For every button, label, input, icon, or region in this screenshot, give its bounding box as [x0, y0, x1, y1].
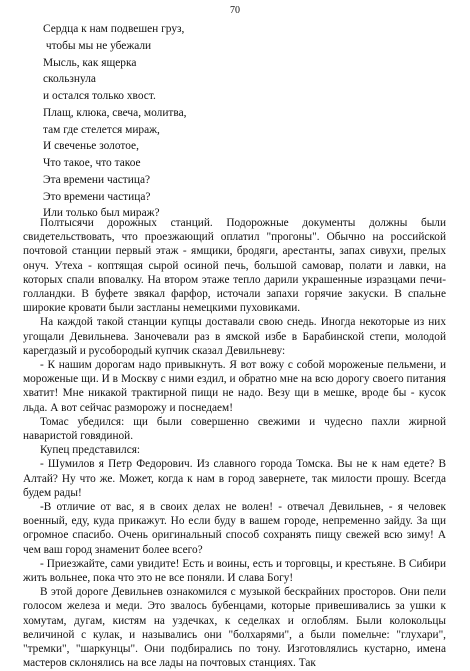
- paragraph: - Приезжайте, сами увидите! Есть и воины, есть и торговцы, и крестьяне. В Сибири жить вольнее, пока что это не все поняли. И слава Богу!: [23, 557, 446, 585]
- poem-line: Это времени частица?: [43, 190, 151, 203]
- paragraph: - Шумилов я Петр Федорович. Из славного города Томска. Вы не к нам едете? В Алтай? Ну что же. Может, когда к нам в город завернете, так милости прошу. Всегда будем рады!: [23, 458, 446, 499]
- paragraph: Томас убедился: щи были совершенно свежими и чудесно пахли жирной наваристой говядиной.: [23, 415, 446, 443]
- prose-body: [23, 216, 446, 671]
- page-number: 70: [230, 5, 240, 16]
- poem-line: Плащ, клюка, свеча, молитва,: [43, 106, 187, 119]
- poem-line: И свеченье золотое,: [43, 140, 139, 153]
- poem-line: чтобы мы не убежали: [43, 39, 152, 52]
- paragraph: На каждой такой станции купцы доставали свою снедь. Иногда некоторые из них угощали Девильнева. Заночевали раз в ямской избе в Барабинской степи, молодой карегдазый и русобородый купчик сказал Девильневу:: [23, 316, 446, 357]
- poem-line: там где стелется мираж,: [43, 123, 160, 136]
- paragraph: В этой дороге Девильнев ознакомился с музыкой бескрайних просторов. Они пели голосом железа и меди. Это звалось бубенцами, которые привешивались за ушки к хомутам, дугам, кистям на уздечках, к седелках и оглоблям. Были колокольцы величиной с кулак, и назывались они "болхарями", а были помельче: "глухари", "тремки", "шаркунцы". Они подбирались по тону. Изготовлялись кустарно, имена мастеров склонялись на все лады на почтовых станциях. Так: [23, 586, 446, 670]
- poem-line: Что такое, что такое: [43, 157, 141, 169]
- poem-line: Мысль, как ящерка: [43, 56, 137, 69]
- paragraph: Полтысячи дорожных станций. Подорожные документы должны были свидетельствовать, что проезжающий оплатил "прогоны". Обычно на российской почтовой станции первый этаж - ямщики, бродяги, арестанты, запах сивухи, прелых онуч. Утеха - коптящая сырой осиной печь, большой самовар, полати и лавки, на которых спали вповалку. На втором этаже тепло дарили украшенные изразцами печи-голландки. В буфете звякал фарфор, источали запахи горячие закуски. В спальне широкие кровати были застланы немецкими пуховиками.: [23, 217, 446, 315]
- poem-line: Эта времени частица?: [43, 173, 151, 186]
- paragraph: -В отличие от вас, я в своих делах не волен! - отвечал Девильнев, - я человек военный, еду, куда прикажут. Но если буду в вашем городе, непременно зайду. За щи огромное спасибо. Очень оригинальный способ сохранять пищу свежей всю зиму! А чем ваш город знаменит более всего?: [23, 501, 446, 556]
- poem-line: Или только был мираж?: [43, 207, 160, 220]
- poem-line: и остался только хвост.: [43, 90, 156, 102]
- poem-line: Сердца к нам подвешен груз,: [43, 23, 185, 35]
- poem: [43, 21, 373, 222]
- paragraph: - К нашим дорогам надо привыкнуть. Я вот вожу с собой мороженые пельмени, и мороженые щи. И в Москву с ними ездил, и обратно мне на всю дорогу своего питания хватит! Мне никакой трактирной пищи не надо. Везу щи в мешке, вроде бы - кусок льда. А вот сейчас разморожу и поснедаем!: [23, 359, 446, 414]
- poem-line: скользнула: [43, 73, 96, 86]
- paragraph: Купец представился:: [40, 444, 141, 457]
